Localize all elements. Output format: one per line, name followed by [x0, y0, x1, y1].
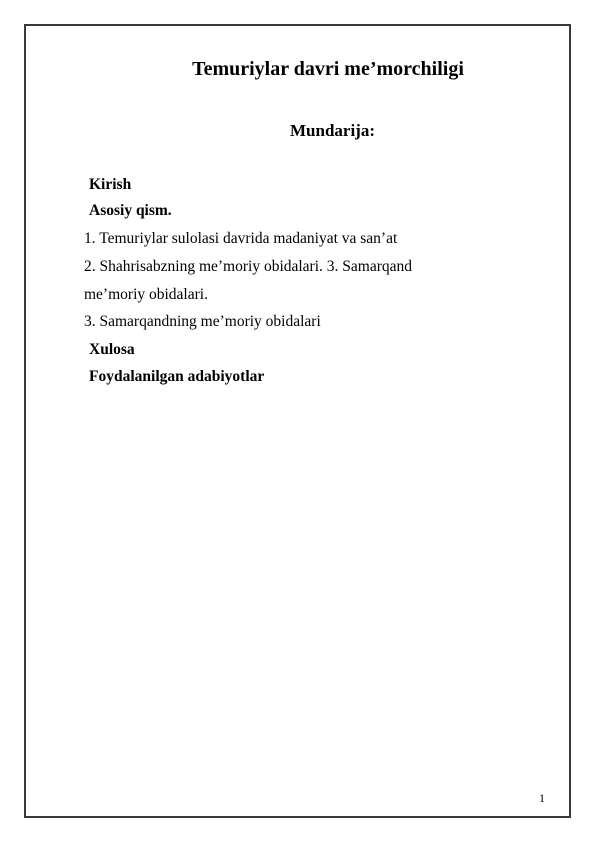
- toc-item-xulosa: Xulosa: [89, 341, 135, 358]
- page-number: 1: [539, 791, 545, 805]
- document-title: Temuriylar davri me’morchiligi: [192, 58, 464, 80]
- toc-item-asosiy-qism: Asosiy qism.: [89, 202, 172, 219]
- toc-heading: Mundarija:: [290, 121, 375, 140]
- page-border: [24, 24, 571, 818]
- toc-item-adabiyotlar: Foydalanilgan adabiyotlar: [89, 368, 265, 385]
- toc-item-kirish: Kirish: [89, 176, 132, 193]
- toc-item-3: 3. Samarqandning me’moriy obidalari: [84, 313, 321, 330]
- toc-item-2: 2. Shahrisabzning me’moriy obidalari. 3. Samarqand: [84, 258, 413, 275]
- toc-item-1: 1. Temuriylar sulolasi davrida madaniyat va san’at: [84, 230, 398, 247]
- toc-item-2-continued: me’moriy obidalari.: [84, 286, 208, 303]
